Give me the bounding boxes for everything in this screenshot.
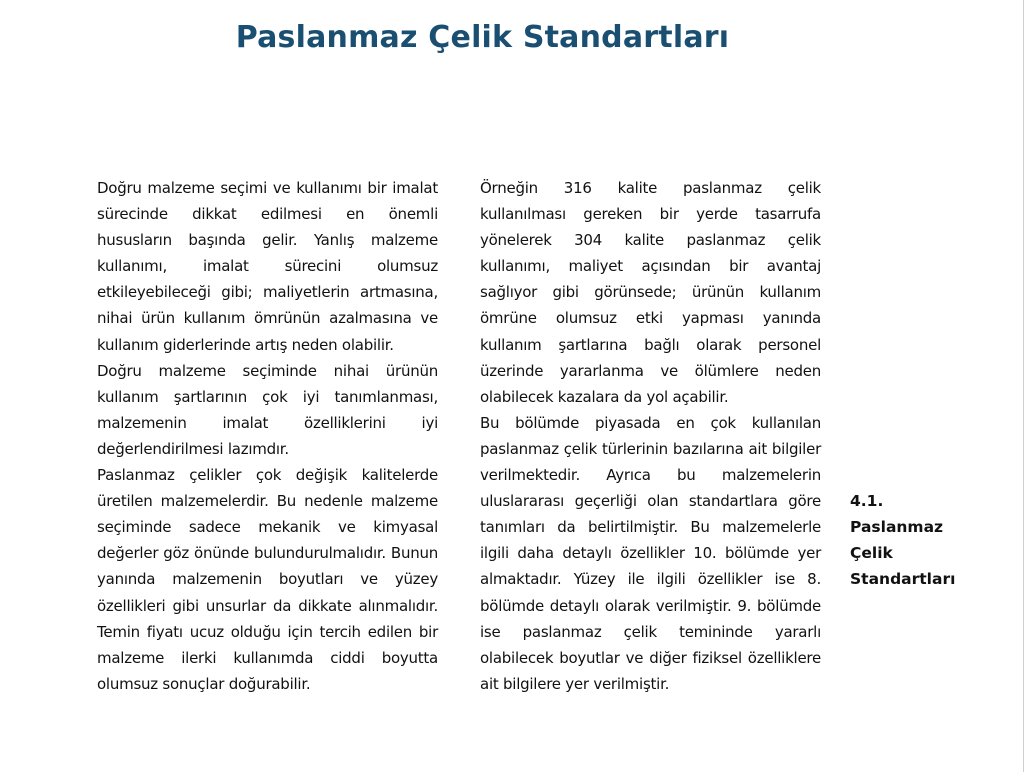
right-paragraph-2: Bu bölümde piyasada en çok kullanılan paslanmaz çelik türlerinin bazılarına ait bilgiler verilmektedir. Ayrıca bu malzemelerin uluslararası geçerliği olan standartlara göre tanımları da belirtilmiştir. Bu malzemelerle ilgili daha detaylı özellikler 10. bölümde yer almaktadır. Yüzey ile ilgili özellikler ise 8. bölümde detaylı olarak verilmiştir. 9. bölümde ise paslanmaz çelik temininde yararlı olabilecek boyutlar ve diğer fiziksel özelliklere ait bilgilere yer verilmiştir. <box>480 413 821 693</box>
left-text-column <box>97 175 438 697</box>
section-title-line-2: Çelik <box>850 544 893 562</box>
right-paragraph-1: Örneğin 316 kalite paslanmaz çelik kullanılması gereken bir yerde tasarrufa yönelerek 304 kalite paslanmaz çelik kullanımı, maliyet açısından bir avantaj sağlıyor gibi görünsede; ürünün kullanım ömrüne olumsuz etki yapması yanında kullanım şartlarına bağlı olarak personel üzerinde yararlanma ve ölümlere neden olabilecek kazalara da yol açabilir. <box>480 179 821 406</box>
left-paragraph-3: Paslanmaz çelikler çok değişik kalitelerde üretilen malzemelerdir. Bu nedenle malzeme seçiminde sadece mekanik ve kimyasal değerler göz önünde bulundurulmalıdır. Bunun yanında malzemenin boyutları ve yüzey özellikleri gibi unsurlar da dikkate alınmalıdır. Temin fiyatı ucuz olduğu için tercih edilen bir malzeme ilerki kullanımda ciddi boyutta olumsuz sonuçlar doğurabilir. <box>97 466 438 693</box>
right-text-column <box>480 175 821 697</box>
page-title: Paslanmaz Çelik Standartları <box>235 20 730 55</box>
section-title-line-1: Paslanmaz <box>850 518 944 536</box>
left-paragraph-2: Doğru malzeme seçiminde nihai ürünün kullanım şartlarının çok iyi tanımlanması, malzemenin imalat özelliklerini iyi değerlendirilmesi lazımdır. <box>97 361 438 458</box>
section-title-line-3: Standartları <box>850 570 956 588</box>
left-paragraph-1: Doğru malzeme seçimi ve kullanımı bir imalat sürecinde dikkat edilmesi en önemli hususların başında gelir. Yanlış malzeme kullanımı, imalat sürecini olumsuz etkileyebileceği gibi; maliyetlerin artmasına, nihai ürün kullanım ömrünün azalmasına ve kullanım giderlerinde artış neden olabilir. <box>97 179 438 354</box>
section-heading <box>850 488 1010 592</box>
section-number: 4.1. <box>850 492 884 510</box>
